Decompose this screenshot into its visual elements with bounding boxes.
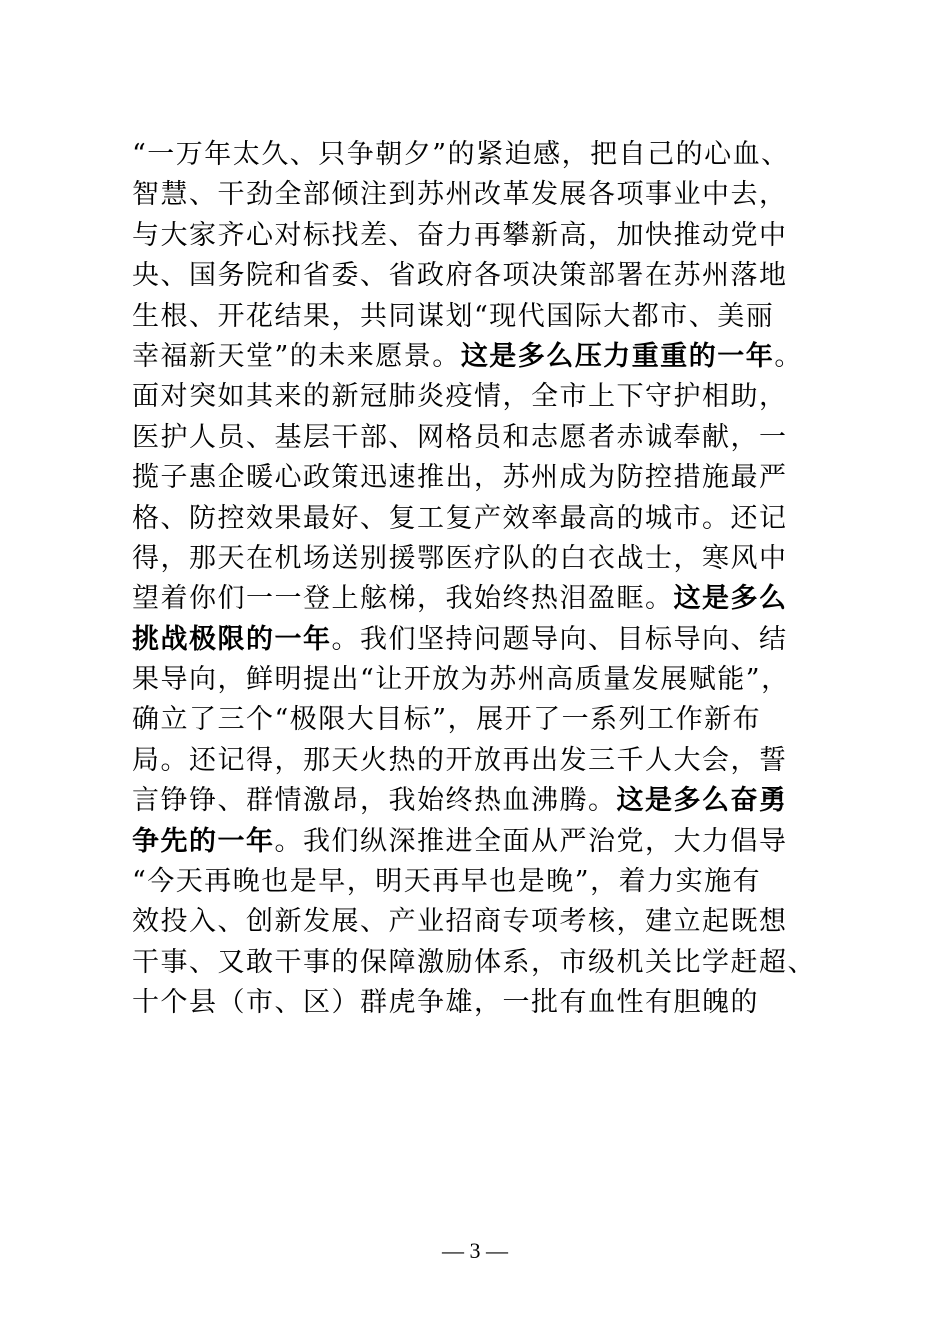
text-segment: 央、国务院和省委、省政府各项决策部署在苏州落地 [132,260,788,292]
text-segment: 。我们坚持问题导向、目标导向、结 [331,623,788,655]
text-segment: 局。还记得，那天火热的开放再出发三千人大会，誓 [132,744,788,776]
text-segment: “一万年太久、只争朝夕”的紧迫感，把自己的心血、 [132,139,790,170]
bold-text-segment: 争先的一年 [132,825,275,857]
text-line [132,377,832,417]
text-segment: 言铮铮、群情激昂，我始终热血沸腾。 [132,785,617,817]
text-line [132,256,832,296]
text-segment: 十个县（市、区）群虎争雄，一批有血性有胆魄的 [132,987,759,1019]
text-line [132,539,832,579]
text-segment: “今天再晚也是早，明天再早也是晚”，着力实施有 [132,866,762,898]
text-segment: 医护人员、基层干部、网格员和志愿者赤诚奉献，一 [132,421,788,453]
text-segment: 确立了三个“极限大目标”，展开了一系列工作新布 [132,704,762,736]
text-line [132,822,832,862]
text-line [132,175,832,215]
text-line [132,741,832,781]
text-line [132,579,832,619]
text-segment: 干事、又敢干事的保障激励体系，市级机关比学赶超、 [132,946,816,978]
bold-text-segment: 挑战极限的一年 [132,623,332,655]
text-line [132,337,832,377]
text-line [132,499,832,539]
text-line [132,943,832,983]
text-line [132,418,832,458]
text-segment: 。我们纵深推进全面从严治党，大力倡导 [274,825,788,857]
text-segment: 果导向，鲜明提出“让开放为苏州高质量发展赋能”， [132,664,790,696]
text-segment: 幸福新天堂”的未来愿景。 [132,340,461,372]
text-segment: 生根、开花结果，共同谋划“现代国际大都市、美丽 [132,300,775,332]
text-segment: 与大家齐心对标找差、奋力再攀新高，加快推动党中 [132,219,788,251]
text-segment: 效投入、创新发展、产业招商专项考核，建立起既想 [132,906,788,938]
text-line [132,216,832,256]
body-paragraph [132,135,832,1024]
text-line [132,902,832,942]
text-segment: 望着你们一一登上舷梯，我始终热泪盈眶。 [132,583,674,615]
bold-text-segment: 这是多么压力重重的一年 [460,340,775,372]
page-number: — 3 — [442,1238,508,1263]
text-line [132,620,832,660]
text-line [132,700,832,740]
text-line [132,297,832,337]
text-segment: 格、防控效果最好、复工复产效率最高的城市。还记 [132,502,788,534]
text-segment: 得，那天在机场送别援鄂医疗队的白衣战士，寒风中 [132,542,788,574]
text-line [132,458,832,498]
text-line [132,660,832,700]
bold-text-segment: 这是多么 [673,583,788,615]
bold-text-segment: 这是多么奋勇 [616,785,788,817]
text-segment: 面对突如其来的新冠肺炎疫情，全市上下守护相助， [132,381,788,413]
text-line [132,781,832,821]
text-line [132,862,832,902]
text-segment: 智慧、干劲全部倾注到苏州改革发展各项事业中去， [132,179,788,211]
text-segment: 。 [774,340,803,372]
text-segment: 揽子惠企暖心政策迅速推出，苏州成为防控措施最严 [132,462,788,494]
text-line [132,135,832,175]
text-line [132,983,832,1023]
